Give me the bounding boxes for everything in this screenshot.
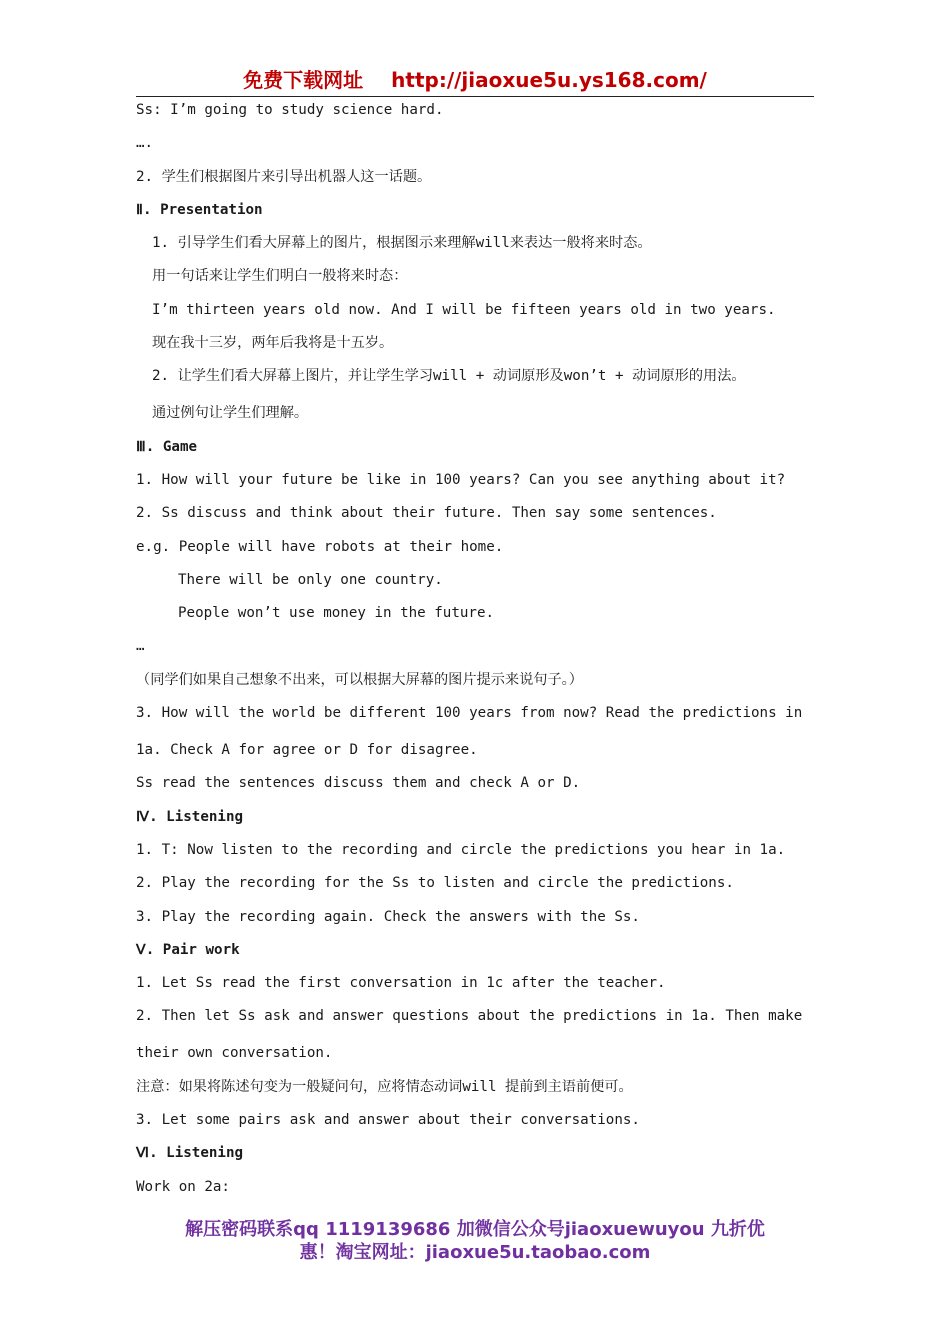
text-line: 通过例句让学生们理解。: [152, 405, 309, 422]
header-label: 免费下载网址: [243, 68, 364, 92]
text-line: 用一句话来让学生们明白一般将来时态：: [152, 268, 408, 285]
text-line: 现在我十三岁，两年后我将是十五岁。: [152, 335, 394, 352]
section-heading-pair-work: Ⅴ. Pair work: [136, 941, 240, 958]
text-line: 3. Play the recording again. Check the answers with the Ss.: [136, 908, 640, 925]
text-line: Ss: I’m going to study science hard.: [136, 102, 444, 118]
text-line: Work on 2a:: [136, 1178, 230, 1195]
text-line: I’m thirteen years old now. And I will be fifteen years old in two years.: [152, 301, 776, 318]
section-heading-listening: Ⅳ. Listening: [136, 808, 244, 825]
section-heading-listening-2: Ⅵ. Listening: [136, 1145, 244, 1162]
page-footer: [100, 1218, 850, 1264]
text-line: People won’t use money in the future.: [178, 605, 495, 622]
text-line: 2. 让学生们看大屏幕上图片，并让学生学习will + 动词原形及won’t + 动词原形的用法。: [152, 368, 746, 385]
text-line: 注意：如果将陈述句变为一般疑问句，应将情态动词will 提前到主语前便可。: [136, 1078, 633, 1095]
text-line: 2. Play the recording for the Ss to listen and circle the predictions.: [136, 875, 734, 892]
text-line: 1a. Check A for agree or D for disagree.: [136, 742, 478, 759]
header-url-link[interactable]: http://jiaoxue5u.ys168.com/: [391, 68, 707, 92]
text-line: 1. How will your future be like in 100 years? Can you see anything about it?: [136, 471, 786, 488]
page-header: [136, 64, 814, 97]
text-line: 3. Let some pairs ask and answer about their conversations.: [136, 1112, 640, 1129]
text-line: There will be only one country.: [178, 571, 443, 588]
text-line: …: [136, 638, 145, 655]
text-line: e.g. People will have robots at their home.: [136, 538, 504, 555]
footer-line-2: 惠！淘宝网址：jiaoxue5u.taobao.com: [299, 1242, 651, 1263]
text-line: 2. 学生们根据图片来引导出机器人这一话题。: [136, 168, 432, 185]
document-body: [136, 100, 826, 1210]
text-line: 1. Let Ss read the first conversation in 1c after the teacher.: [136, 975, 666, 992]
footer-line-1: 解压密码联系qq 1119139686 加微信公众号jiaoxuewuyou 九折优: [185, 1219, 765, 1240]
text-line: 1. T: Now listen to the recording and circle the predictions you hear in 1a.: [136, 841, 786, 858]
text-line: their own conversation.: [136, 1045, 333, 1062]
text-line: 1. 引导学生们看大屏幕上的图片，根据图示来理解will来表达一般将来时态。: [152, 235, 652, 252]
text-line: 2. Ss discuss and think about their future. Then say some sentences.: [136, 505, 717, 522]
text-line: （同学们如果自己想象不出来，可以根据大屏幕的图片提示来说句子。）: [136, 671, 583, 688]
section-heading-game: Ⅲ. Game: [136, 438, 198, 455]
text-line: Ss read the sentences discuss them and check A or D.: [136, 775, 581, 792]
text-line: ….: [136, 135, 154, 152]
section-heading-presentation: Ⅱ. Presentation: [136, 201, 263, 218]
text-line: 3. How will the world be different 100 years from now? Read the predictions in: [136, 705, 803, 722]
text-line: 2. Then let Ss ask and answer questions about the predictions in 1a. Then make: [136, 1008, 803, 1025]
